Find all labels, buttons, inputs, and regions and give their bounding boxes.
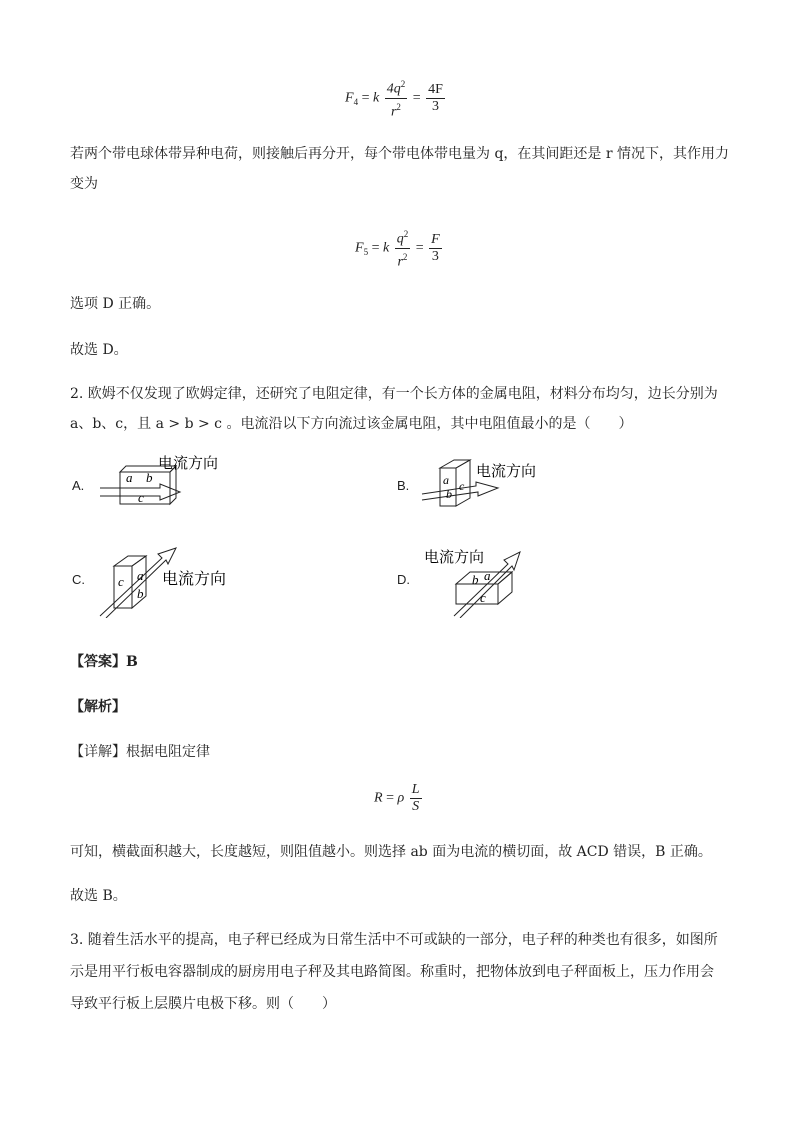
option-d-label: D. [397,572,410,587]
paragraph-opposite-charges-cont: 变为 [70,176,98,192]
choose-b-text: 故选 B。 [70,888,127,904]
svg-text:a: a [443,473,449,487]
box-top-face [440,460,470,468]
equation-f4: $F_4 = k$ $\frac{4q^2}{r^2}$ = $\frac{4F}{3}$ [345,76,447,120]
option-a-figure [98,452,238,514]
svg-text:b: b [137,586,144,601]
paragraph-opposite-charges: 若两个带电球体带异种电荷，则接触后再分开，每个带电体带电量为 q，在其间距还是 r 情况下，其作用力 [70,146,730,162]
option-b-label: B. [397,478,410,493]
option-c-figure [96,544,246,618]
option-a-label: A. [72,478,85,493]
question-2-line-1: 2. 欧姆不仅发现了欧姆定律，还研究了电阻定律，有一个长方体的金属电阻，材料分布均匀，边长分别为 [70,386,718,402]
box-top-face [114,556,146,566]
svg-text:电流方向: 电流方向 [476,462,537,480]
choose-d-text: 故选 D。 [70,342,128,358]
svg-text:a: a [137,568,144,583]
svg-text:c: c [138,490,144,505]
equation-f5: $F_5 = k$ $\frac{q^2}{r^2}$ = $\frac{F}{3}$ [355,226,444,270]
equation-resistance: R = ρ $\frac{L}{S}$ [374,782,420,814]
svg-text:c: c [480,590,486,605]
svg-text:b: b [472,572,479,587]
svg-text:c: c [459,479,465,493]
svg-text:a: a [126,470,133,485]
question-3-line-2: 示是用平行板电容器制成的厨房用电子秤及其电路简图。称重时，把物体放到电子秤面板上，压力作用会 [70,964,714,980]
svg-text:b: b [146,470,153,485]
svg-text:a: a [484,568,491,583]
svg-text:电流方向: 电流方向 [158,454,219,472]
svg-text:c: c [118,574,124,589]
option-b-figure [418,456,558,518]
svg-text:电流方向: 电流方向 [162,569,227,588]
detail-text: 【详解】根据电阻定律 [70,744,210,760]
box-side-face [498,572,512,604]
explanation-text: 可知，横截面积越大，长度越短，则阻值越小。则选择 ab 面为电流的横切面，故 ACD 错误，B 正确。 [70,844,712,860]
question-3-line-1: 3. 随着生活水平的提高，电子秤已经成为日常生活中不可或缺的一部分，电子秤的种类也有很多，如图所 [70,932,718,948]
svg-text:电流方向: 电流方向 [424,548,485,566]
option-d-figure [420,546,570,618]
option-d-correct-text: 选项 D 正确。 [70,296,161,312]
question-3-line-3: 导致平行板上层膜片电极下移。则（ ） [70,996,336,1012]
option-c-label: C. [72,572,85,587]
svg-text:b: b [446,487,452,501]
analysis-label: 【解析】 [70,699,126,715]
question-2-line-2: a、b、c，且 a > b > c 。电流沿以下方向流过该金属电阻，其中电阻值最小的是（ ） [70,416,633,432]
answer-label: 【答案】B [70,654,138,670]
